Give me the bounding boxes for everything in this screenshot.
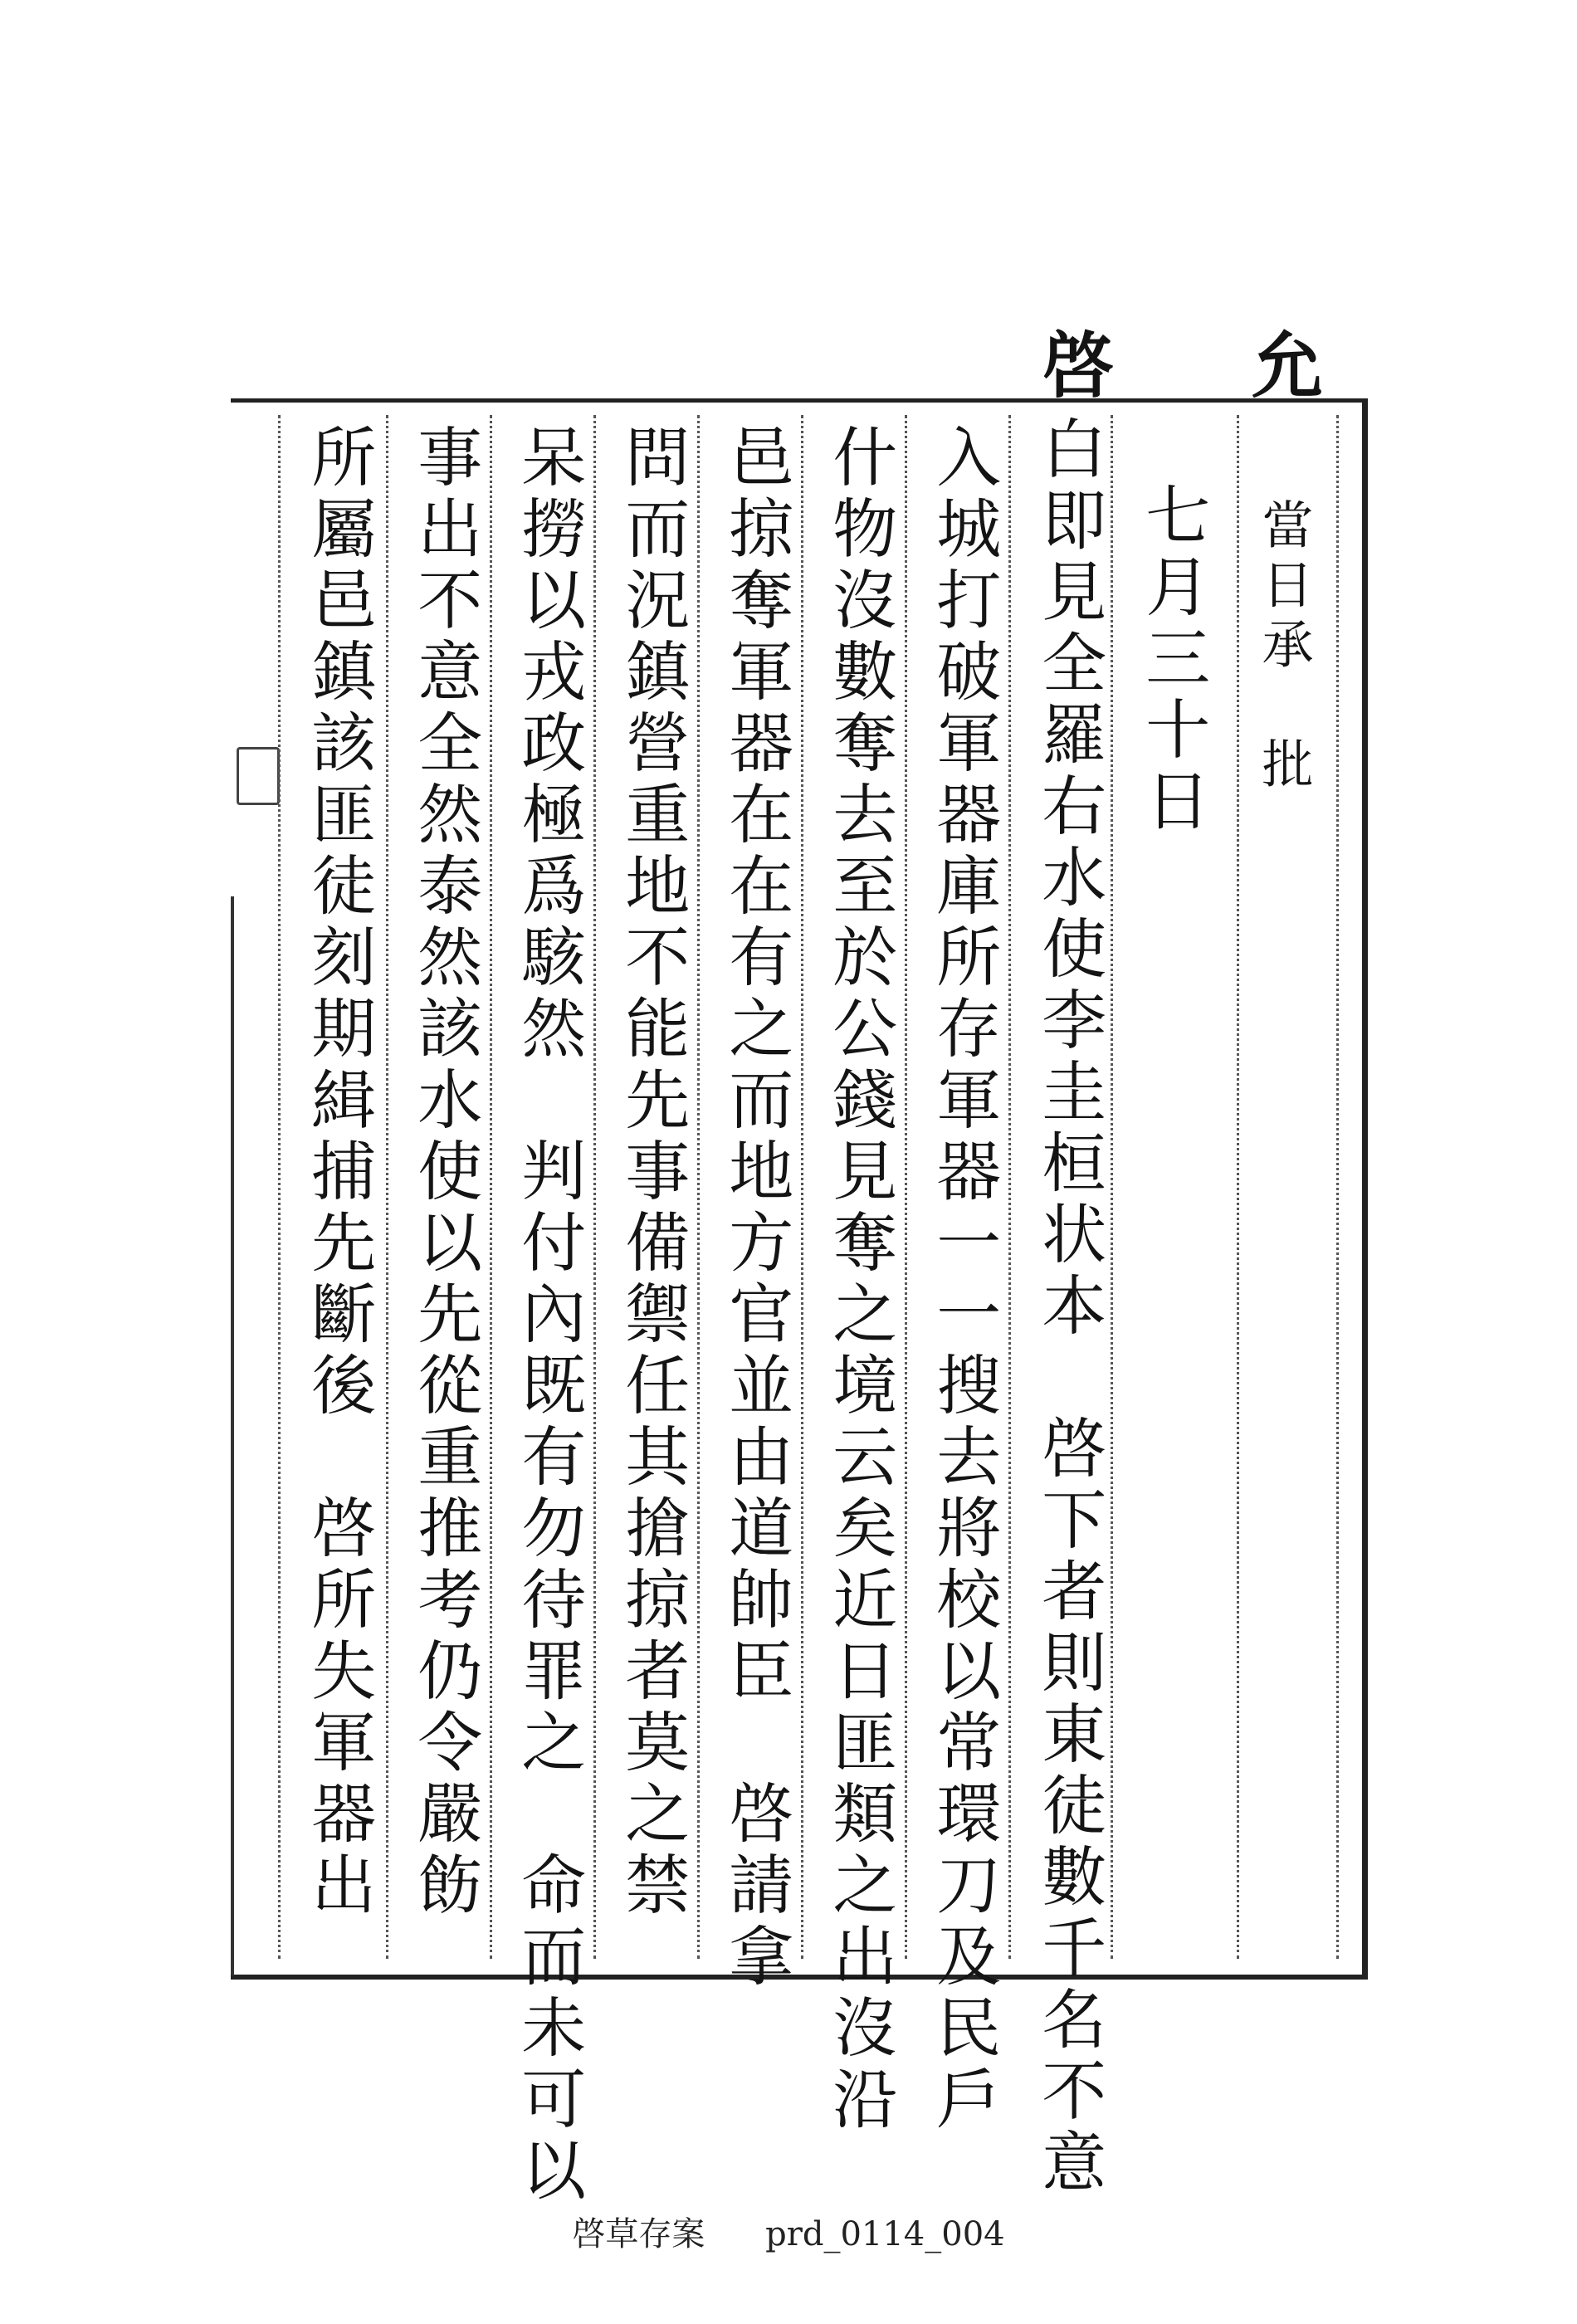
- column-divider: [490, 415, 492, 1959]
- footer-code: prd_0114_004: [765, 2215, 1005, 2253]
- column-divider: [905, 415, 907, 1959]
- column-divider: [697, 415, 700, 1959]
- column-divider: [801, 415, 803, 1959]
- manuscript-column-4: 入城打破軍器庫所存軍器一一搜去將校以常環刀及民戶: [925, 423, 1001, 2136]
- seal-stamp: [237, 747, 280, 805]
- manuscript-column-7: 問而況鎮營重地不能先事備禦任其搶掠者莫之禁: [614, 423, 690, 1922]
- column-divider: [1111, 415, 1113, 1959]
- manuscript-column-1: 當日承 批: [1252, 498, 1314, 797]
- manuscript-column-3: 白即見全羅右水使李圭桓状本 啓下者則東徒數千名不意: [1031, 415, 1106, 2200]
- header-char-left: 啓: [1030, 328, 1114, 399]
- manuscript-column-2: 七月三十日: [1135, 481, 1210, 838]
- footer-title: 啓草存案: [572, 2215, 706, 2253]
- column-divider: [386, 415, 388, 1959]
- column-divider: [1237, 415, 1239, 1959]
- manuscript-column-6: 邑掠奪軍器在在有之而地方官並由道帥臣 啓請拿: [718, 423, 793, 1994]
- page-footer: [0, 2208, 1577, 2255]
- column-divider: [278, 415, 281, 1959]
- column-divider: [1008, 415, 1011, 1959]
- column-divider: [1336, 415, 1339, 1959]
- manuscript-column-8: 呆撈以戎政極爲駭然 判付內既有勿待罪之 命而未可以: [510, 423, 586, 2208]
- header-char-right: 允: [1239, 328, 1323, 399]
- column-divider: [593, 415, 596, 1959]
- frame-left-edge: [231, 896, 234, 1975]
- manuscript-column-10: 所屬邑鎮該匪徒刻期緝捕先斷後 啓所失軍器出: [300, 423, 376, 1922]
- manuscript-column-5: 什物沒數奪去至於公錢見奪之境云矣近日匪類之出沒沿: [822, 423, 897, 2136]
- manuscript-column-9: 事出不意全然泰然該水使以先從重推考仍令嚴飭: [407, 423, 482, 1922]
